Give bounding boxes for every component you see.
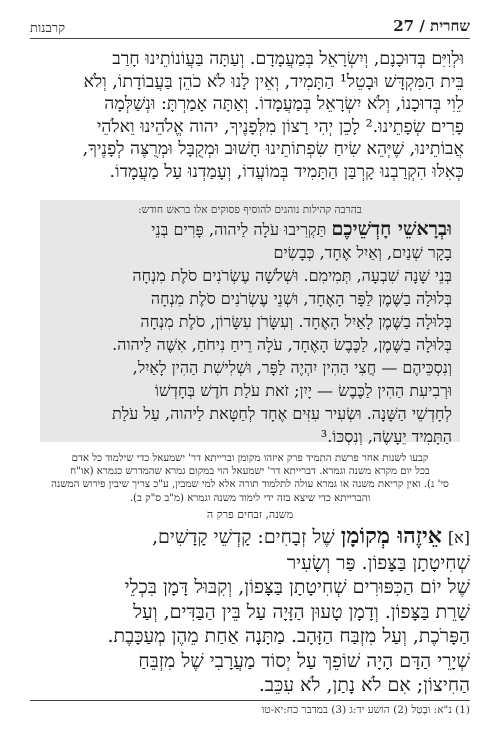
instruction-paragraph [30,452,470,505]
text-line: והברייתא כדי שיצא בזה ידי לימוד משנה וגמרא (מ"ב ס"ק ב). [129,492,371,504]
text-line: שְׁחִיטָתָן בַּצָּפוֹן. פַּר וְשָׂעִיר [286,551,470,574]
text-line: וְנִסְכֵּיהֶם — חֲצִי הַהִין יִהְיֶה לַפָּר, וּשְׁלִישִׁת הַהִין לָאַיִל, [132,358,452,377]
header-rule [30,38,470,39]
text-span: תַּקְרִיבוּ עֹלָה לַיהוה, פָּרִים בְּנֵי [151,220,327,239]
text-line: בְּנֵי שָׁנָה שִׁבְעָה, תְּמִימִם. וּשְׁלֹשָׁה עֶשְׂרֹנִים סֹלֶת מִנְחָה [132,266,452,285]
section-name: קרבנות [30,21,66,36]
text-line: וּרְבִיעִת הַהִין לַכֶּבֶשׂ — יָיִן; זֹאת עֹלַת חֹדֶשׁ בְּחָדְשׁוֹ [154,381,452,400]
text-line: סי' נ). ואין קריאת משנה או גמרא עולה לתלמוד תורה אלא למי שמבין, ע"כ צריך שיבין פירוש המשנה [51,479,449,491]
text-line: כְּאִלּוּ הִקְרַבְנוּ קָרְבַּן הַתָּמִיד בְּמוֹעֲדוֹ, וְעָמַדְנוּ עַל מַעֲמָדוֹ. [109,161,464,182]
page-header [30,12,470,36]
text-line: בָקָר שְׁנַיִם, וְאַיִל אֶחָד, כְּבָשִׂים [273,243,452,262]
text-line: בְּלוּלָה בַשֶּׁמֶן, לַכֶּבֶשׂ הָאֶחָד, עֹלָה רֵיחַ נִיחֹחַ, אִשֶּׁה לַיהוה. [112,335,452,354]
text-span: שֶׁל זְבָחִים: קָדְשֵׁי קָדָשִׁים, [151,526,335,548]
text-line: שְׁיָרֵי הַדָּם הָיָה שׁוֹפֵךְ עַל יְסוֹד מַעֲרָבִי שֶׁל מִזְבֵּחַ [138,649,470,672]
footnote-rule [30,700,470,701]
text-line: שֶׁל יוֹם הַכִּפּוּרִים שְׁחִיטָתָן בַּצָּפוֹן, וְקִבּוּל דָּמָן בִּכְלֵי [124,576,470,598]
text-line: לֵוִי בְּדוּכָנוֹ, וְלֹא יִשְׂרָאֵל בְּמַעֲמָדוֹ. וְאַתָּה אָמַרְתָּ: וּנְשַׁלְּמָה [104,94,464,114]
rosh-chodesh-note: בהרבה קהילות נוהגים להוסיף פסוקים אלו בראש חודש: [138,204,362,216]
text-line: קבעו לשנות אחר פרשת התמיד פרק איזהו מקומן וברייתא דר' ישמעאל כדי שילמוד כל אדם [71,453,429,464]
tamid-paragraph [38,48,464,183]
rosh-chodesh-lead: וּבְרָאשֵׁי חָדְשֵׁיכֶם [331,218,452,240]
text-line: אֲבוֹתֵינוּ, שֶׁיְּהֵא שִׂיחַ שִׂפְתוֹתֵינוּ חָשׁוּב וּמְקֻבָּל וּמְרֻצֶּה לְפָנֶיךָ, [82,139,464,159]
text-line: הַחִיצוֹן; אִם לֹא נָתַן, לֹא עִכֵּב. [258,674,470,696]
mishnah-lead: אֵיזֶהוּ מְקוֹמָן [340,524,442,549]
text-line: הַפָּרֹכֶת, וְעַל מִזְבַּח הַזָּהָב. מַתָּנָה אַחַת מֵהֶן מְעַכָּבֶת. [107,625,470,647]
rosh-chodesh-passage [52,218,452,448]
mishnah-source: משנה, זבחים פרק ה [206,508,294,521]
footnotes: (1) נ"א: וּבָטַל (2) הושע יד:ג (3) במדבר כח:יא-טו [261,704,470,716]
page-title: שחרית / 27 [393,17,470,35]
text-line [52,218,452,241]
mishnah-passage [36,524,470,698]
text-line: שָׁרֵת בַּצָּפוֹן. וְדָמָן טָעוּן הַזָּיָה עַל בֵּין הַבַּדִּים, וְעַל [133,600,470,623]
mishnah-number: [א] [447,528,470,547]
text-line: פָרִים שְׂפָתֵינוּ.² לָכֵן יְהִי רָצוֹן מִלְּפָנֶיךָ, יהוה אֱלֹהֵינוּ וֵאלֹהֵי [96,116,464,137]
text-line [36,524,470,551]
text-line: בְּלוּלָה בַשֶּׁמֶן לַפָּר הָאֶחָד, וּשְׁנֵי עֶשְׂרֹנִים סֹלֶת מִנְחָה [150,289,452,308]
text-line: לְחָדְשֵׁי הַשָּׁנָה. וּשְׂעִיר עִזִּים אֶחָד לְחַטָּאת לַיהוה, עַל עֹלַת [112,404,452,423]
text-line: וּלְוִיִּם בְּדוּכָנָם, וְיִשְׂרָאֵל בְּמַעֲמָדָם. וְעַתָּה בַּעֲוֹנוֹתֵינוּ חָרַב [112,49,464,69]
text-line: בֵּית הַמִּקְדָּשׁ וּבָטֵל¹ הַתָּמִיד, וְאֵין לָנוּ לֹא כֹהֵן בַּעֲבוֹדָתוֹ, וְלֹא [83,71,464,92]
text-line: הַתָּמִיד יֵעָשֶׂה, וְנִסְכּוֹ.³ [320,427,452,446]
text-line: בכל יום מקרא משנה וגמרא. דברייתא דר' ישמעאל הוי במקום גמרא שהמדרש כגמרא (או"ח [70,466,430,478]
text-line: בְּלוּלָה בַשֶּׁמֶן לָאַיִל הָאֶחָד. וְעִשָּׂרֹן עִשָּׂרוֹן, סֹלֶת מִנְחָה [140,312,452,331]
